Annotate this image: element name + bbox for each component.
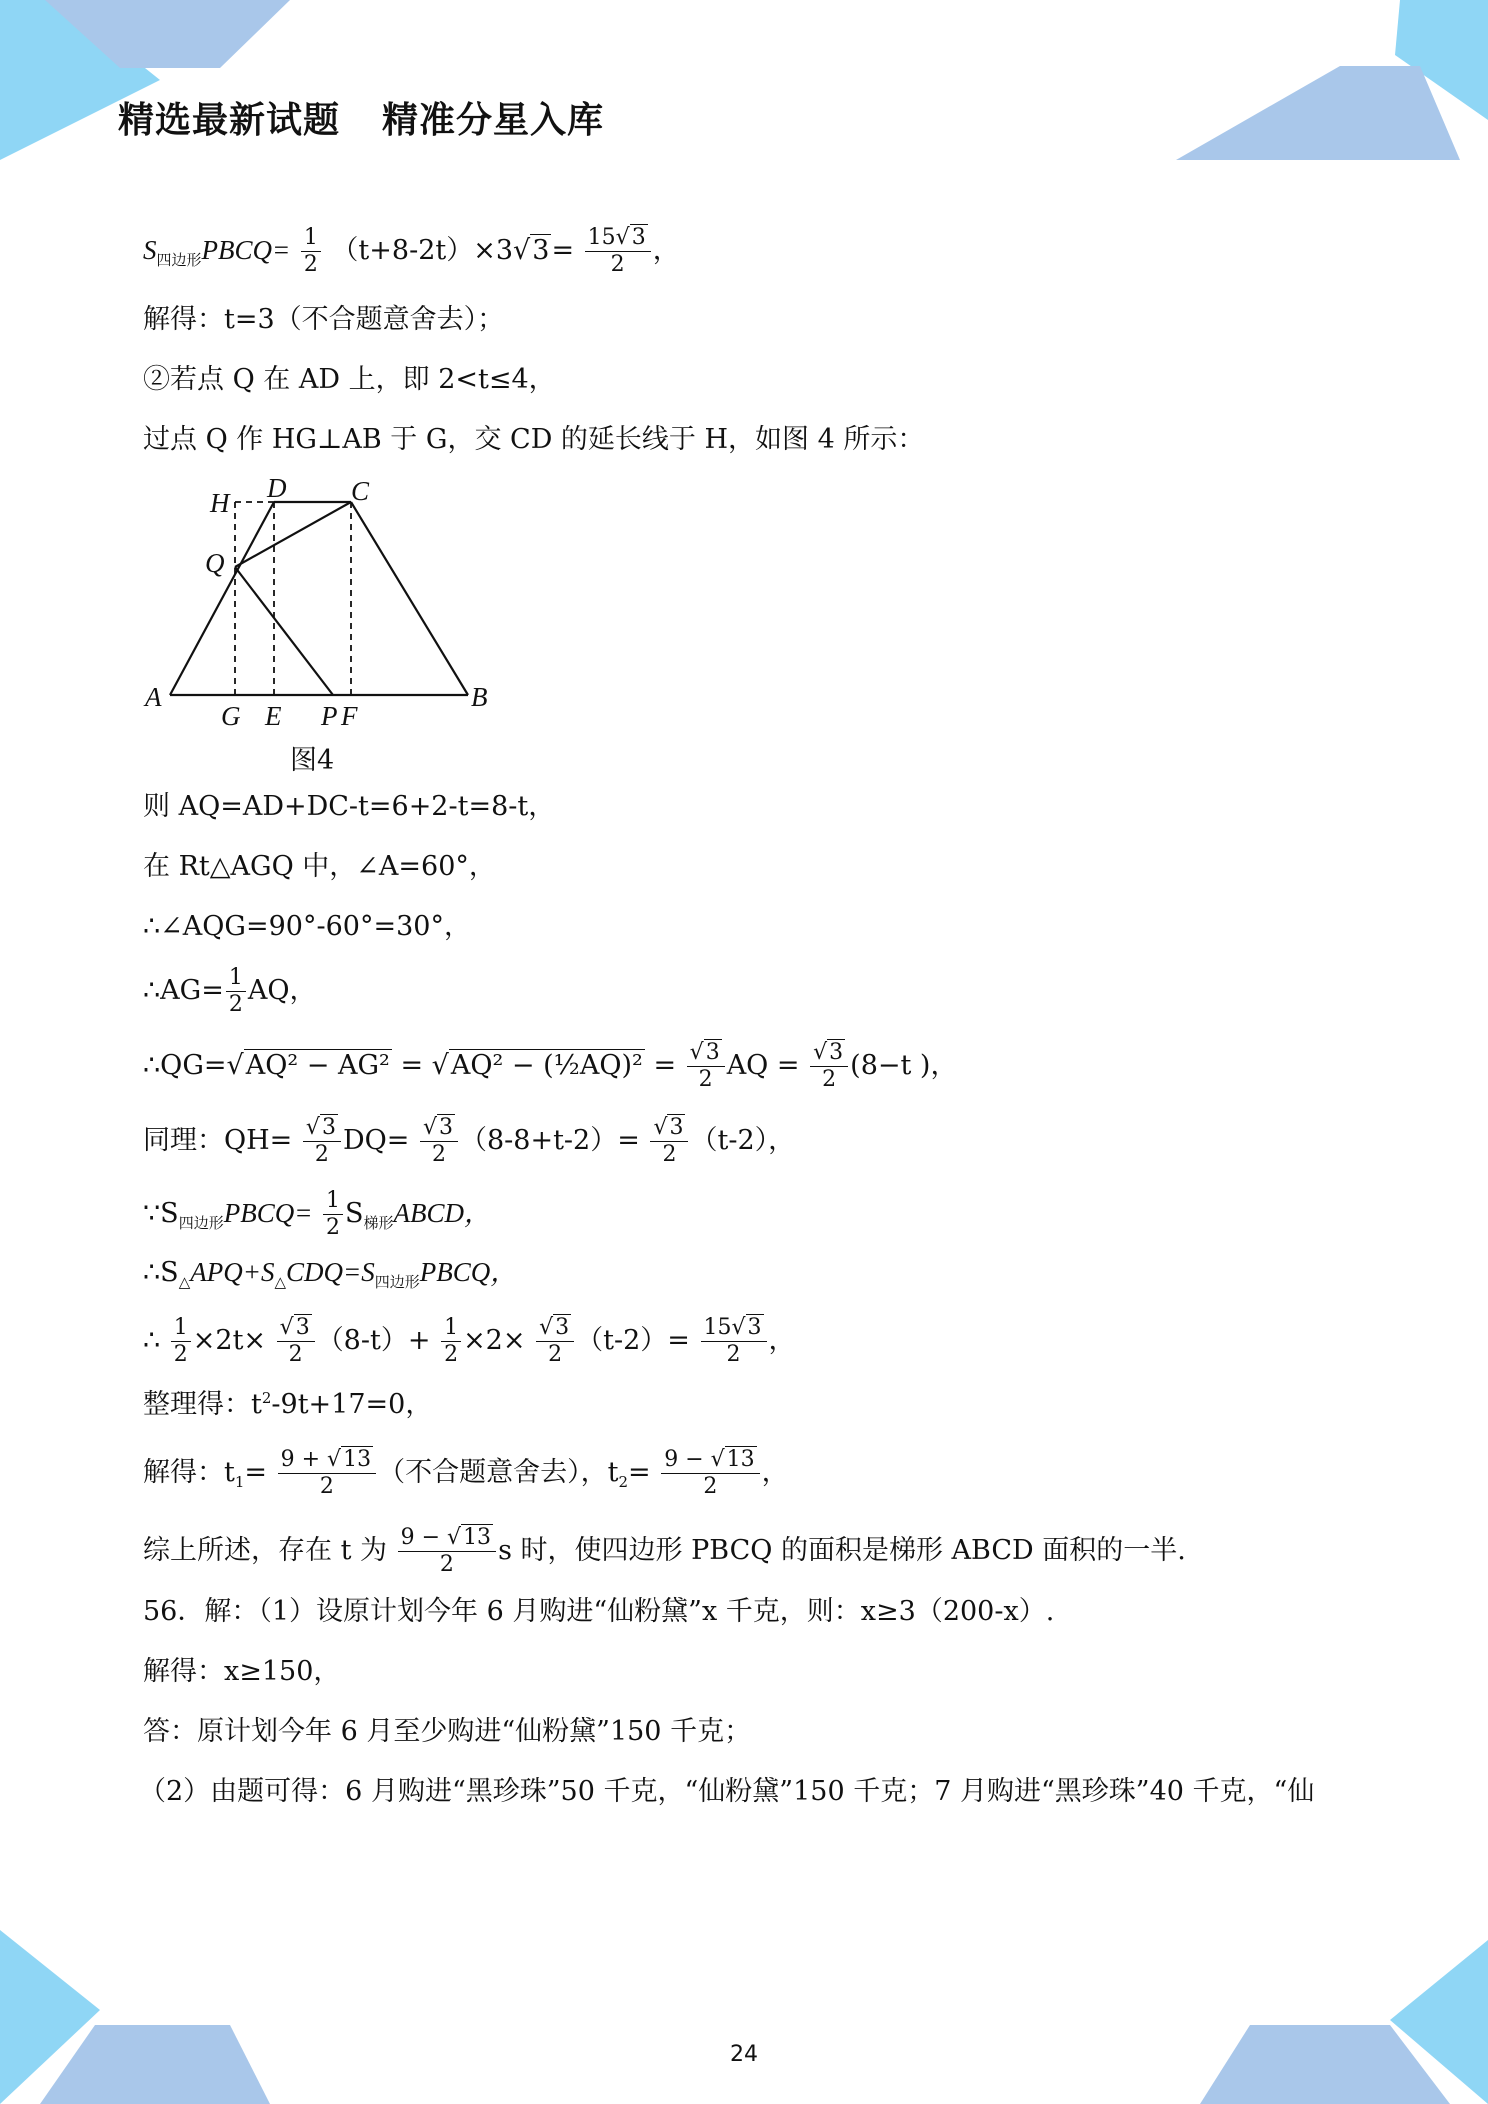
footer-decoration — [0, 1930, 1488, 2104]
label-q: Q — [205, 548, 225, 578]
label-h: H — [210, 488, 230, 518]
line-problem-56: 56．解：（1）设原计划今年 6 月购进“仙粉黛”x 千克，则：x≥3（200-x）. — [143, 1596, 1055, 1627]
line-rt-agq: 在 Rt△AGQ 中，∠A=60°， — [143, 851, 496, 882]
label-e: E — [265, 701, 282, 730]
line-half-area: $\because S_{四边形}PBCQ=$ $\frac{1}{2}$ $S_{梯形}ABCD$， — [143, 1188, 492, 1240]
label-c: C — [351, 476, 370, 506]
trapezoid-figure — [143, 470, 503, 730]
label-d: D — [267, 473, 287, 503]
line-solve-t3: 解得：t=3（不合题意舍去）； — [143, 304, 505, 335]
label-b: B — [471, 682, 488, 712]
label-f: F — [341, 701, 358, 730]
line-simplify: 整理得：$t^2-9t+17=0$， — [143, 1389, 433, 1420]
line-answer: 答：原计划今年 6 月至少购进“仙粉黛”150 千克； — [143, 1716, 752, 1747]
page-number: 24 — [730, 2042, 758, 2067]
line-case2: ②若点 Q 在 AD 上，即 2<t≤4， — [143, 364, 556, 395]
header-title-right: 精准分星入库 — [382, 100, 605, 141]
line-aq: 则 AQ=AD+DC-t=6+2-t=8-t， — [143, 791, 556, 822]
line-construction: 过点 Q 作 HG⊥AB 于 G，交 CD 的延长线于 H，如图 4 所示： — [143, 424, 925, 455]
line-conclusion: 综上所述，存在 t 为 $\frac{9 - √13}{2}$ s 时，使四边形 PBCQ 的面积是梯形 ABCD 面积的一半. — [143, 1525, 1186, 1577]
label-g: G — [221, 701, 241, 730]
line-part-2: （2）由题可得：6 月购进“黑珍珠”50 千克，“仙粉黛”150 千克；7 月购进“黑珍珠”40 千克，“仙 — [139, 1776, 1315, 1807]
line-ag: ∴AG= $\frac{1}{2}$ AQ， — [143, 965, 317, 1017]
label-a: A — [145, 682, 162, 712]
label-p: P — [321, 701, 338, 730]
header-title-left: 精选最新试题 — [118, 100, 341, 141]
line-qh: 同理：QH= $\frac{√3}{2}$ DQ= $\frac{√3}{2}$ （8-8+t-2）= $\frac{√3}{2}$ （t-2）， — [143, 1115, 796, 1167]
figure-caption: 图4 — [290, 745, 335, 776]
header-title — [118, 92, 646, 143]
line-roots: 解得：$t_1=$ $\frac{9 + √13}{2}$ （不合题意舍去），$t_2=$ $\frac{9 - √13}{2}$ ， — [143, 1447, 789, 1499]
line-equation: ∴ $\frac{1}{2}$ ×2t× $\frac{√3}{2}$ （8-t）+ $\frac{1}{2}$ ×2× $\frac{√3}{2}$ （t-2）= $\frac{15√3}{2}$ ， — [143, 1315, 796, 1367]
line-qg: ∴QG=√AQ² − AG² = √AQ² − (½AQ)² = $\frac{√3}{2}$ AQ = $\frac{√3}{2}$ (8−t )， — [143, 1040, 958, 1092]
line-angle-aqg: ∴∠AQG=90°-60°=30°， — [143, 911, 471, 942]
header-decoration — [0, 0, 1488, 170]
line-area-pbcq: $S_{四边形}PBCQ=$ $\frac{1}{2}$ （t+8-2t）×3√3= $\frac{15√3}{2}$ ， — [143, 225, 680, 277]
line-solve-x: 解得：x≥150， — [143, 1656, 341, 1687]
line-area-sum: $\therefore S_\triangle APQ+S_\triangle CDQ=S_{四边形}PBCQ$， — [143, 1257, 518, 1291]
